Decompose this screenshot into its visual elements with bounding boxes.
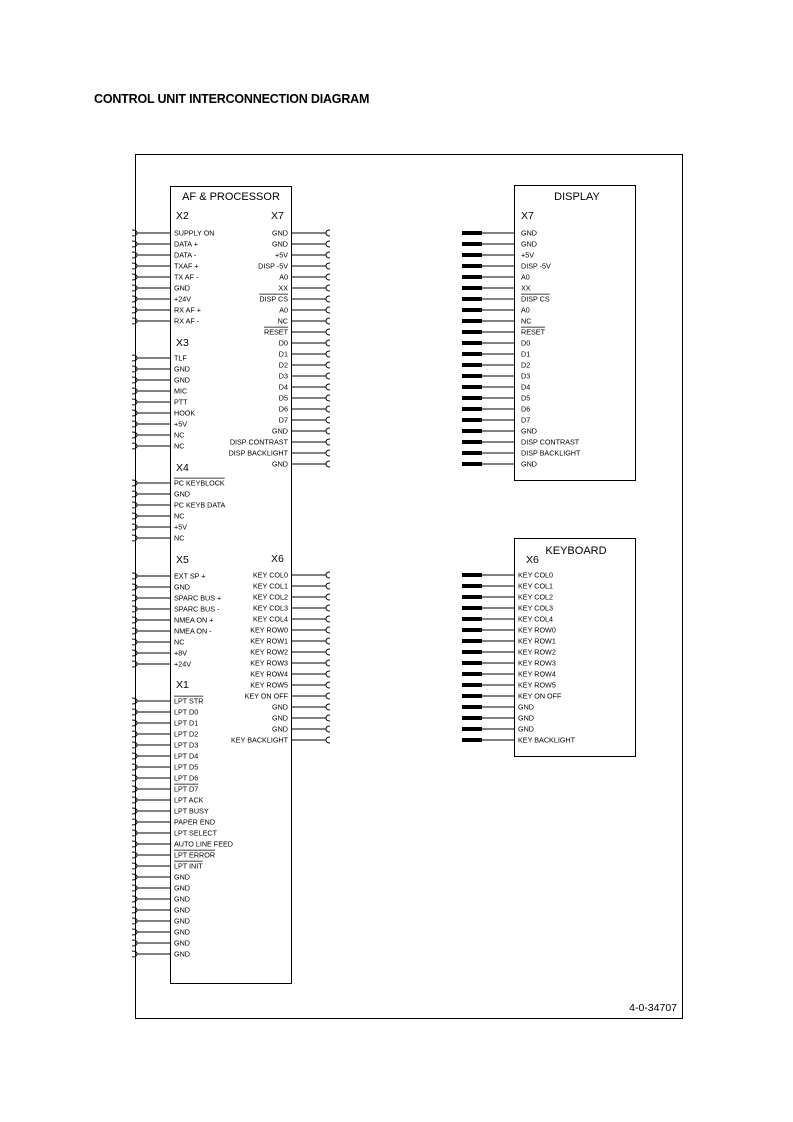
socket-icon <box>132 410 137 416</box>
display-pin-label-d6: D6 <box>521 404 531 414</box>
socket-icon <box>132 797 137 803</box>
socket-icon <box>132 617 137 623</box>
socket-icon <box>326 682 330 688</box>
socket-icon <box>326 638 330 644</box>
keyboard-pin-label-gnd: GND <box>518 724 534 734</box>
pin-label-x6-gnd-out: GND <box>272 702 288 712</box>
pin-label-x7-reset-out: RESET <box>264 327 288 337</box>
socket-icon <box>326 373 330 379</box>
socket-icon <box>132 366 137 372</box>
display-pin-label-d5: D5 <box>521 393 531 403</box>
pin-label-x3-5v: +5V <box>174 419 187 429</box>
socket-icon <box>326 583 330 589</box>
socket-icon <box>132 318 137 324</box>
connector-label-x4: X4 <box>176 462 189 474</box>
socket-icon <box>326 616 330 622</box>
pin-label-x3-mic: MIC <box>174 386 188 396</box>
socket-icon <box>132 764 137 770</box>
socket-icon <box>132 274 137 280</box>
pin-label-x2-rx-af: RX AF + <box>174 305 201 315</box>
display-pin-label-gnd: GND <box>521 459 537 469</box>
socket-icon <box>132 491 137 497</box>
pin-label-x6-key-backlight-out: KEY BACKLIGHT <box>231 735 288 745</box>
socket-icon <box>132 775 137 781</box>
keyboard-pin-label-gnd: GND <box>518 713 534 723</box>
socket-icon <box>132 918 137 924</box>
socket-icon <box>132 885 137 891</box>
pin-label-x1-gnd: GND <box>174 949 190 959</box>
pin-label-x6-key-on-off-out: KEY ON OFF <box>244 691 288 701</box>
display-pin-label-d2: D2 <box>521 360 531 370</box>
keyboard-pin-label-key-backlight: KEY BACKLIGHT <box>518 735 575 745</box>
keyboard-pin-label-key-col3: KEY COL3 <box>518 603 554 613</box>
keyboard-pin-label-key-on-off: KEY ON OFF <box>518 691 562 701</box>
pin-label-x1-lpt-error: LPT ERROR <box>174 850 216 860</box>
pin-label-x7-d6-out: D6 <box>278 404 288 414</box>
pin-label-x6-key-row5-out: KEY ROW5 <box>250 680 288 690</box>
socket-icon <box>132 639 137 645</box>
socket-icon <box>132 241 137 247</box>
socket-icon <box>326 715 330 721</box>
pin-label-x6-key-col2-out: KEY COL2 <box>252 592 288 602</box>
af-processor-left-connectors <box>132 210 233 959</box>
pin-label-x6-key-row3-out: KEY ROW3 <box>250 658 288 668</box>
pin-label-x7-a0-out: A0 <box>279 305 288 315</box>
socket-icon <box>326 704 330 710</box>
pin-label-x1-gnd: GND <box>174 883 190 893</box>
display-pin-label-reset: RESET <box>521 327 545 337</box>
pin-label-x6-key-col1-out: KEY COL1 <box>252 581 288 591</box>
pin-label-x1-lpt-d7: LPT D7 <box>174 784 199 794</box>
display-pin-label-xx: XX <box>521 283 531 293</box>
display-pin-label-gnd: GND <box>521 239 537 249</box>
pin-label-x1-lpt-d4: LPT D4 <box>174 751 199 761</box>
pin-label-x6-key-row4-out: KEY ROW4 <box>250 669 288 679</box>
pin-label-x1-gnd: GND <box>174 938 190 948</box>
socket-icon <box>326 362 330 368</box>
drawing-frame <box>136 155 683 1019</box>
socket-icon <box>132 951 137 957</box>
socket-icon <box>326 627 330 633</box>
pin-label-x4-pc-keyblock: PC KEYBLOCK <box>174 478 225 488</box>
pin-label-x7-disp-cs-out: DISP CS <box>259 294 288 304</box>
pin-label-x7-d3-out: D3 <box>278 371 288 381</box>
socket-icon <box>132 421 137 427</box>
socket-icon <box>132 355 137 361</box>
pin-label-x5-gnd: GND <box>174 582 190 592</box>
keyboard-pin-label-key-col4: KEY COL4 <box>518 614 554 624</box>
connector-label-x2: X2 <box>176 210 189 222</box>
socket-icon <box>326 605 330 611</box>
socket-icon <box>326 671 330 677</box>
pin-label-x3-gnd: GND <box>174 375 190 385</box>
socket-icon <box>132 252 137 258</box>
connector-label-x5: X5 <box>176 554 189 566</box>
pin-label-x7-d2-out: D2 <box>278 360 288 370</box>
socket-icon <box>326 230 330 236</box>
socket-icon <box>326 274 330 280</box>
keyboard-pins <box>462 571 576 745</box>
socket-icon <box>132 940 137 946</box>
socket-icon <box>132 852 137 858</box>
socket-icon <box>132 573 137 579</box>
socket-icon <box>326 450 330 456</box>
pin-label-x5-sparc-bus: SPARC BUS - <box>174 604 220 614</box>
socket-icon <box>132 535 137 541</box>
socket-icon <box>132 388 137 394</box>
socket-icon <box>326 252 330 258</box>
socket-icon <box>326 318 330 324</box>
socket-icon <box>132 720 137 726</box>
keyboard-pin-label-key-row3: KEY ROW3 <box>518 658 556 668</box>
socket-icon <box>132 230 137 236</box>
connector-x5-left <box>132 554 221 669</box>
pin-label-x7-disp-contrast-out: DISP CONTRAST <box>229 437 288 447</box>
page-title: CONTROL UNIT INTERCONNECTION DIAGRAM <box>94 92 370 106</box>
keyboard-connector-label: X6 <box>526 554 539 566</box>
socket-icon <box>132 285 137 291</box>
af-processor-title: AF & PROCESSOR <box>182 191 280 203</box>
socket-icon <box>132 480 137 486</box>
socket-icon <box>326 263 330 269</box>
pin-label-x5-24v: +24V <box>174 659 191 669</box>
keyboard-pin-label-key-row1: KEY ROW1 <box>518 636 556 646</box>
pin-label-x5-8v: +8V <box>174 648 187 658</box>
pin-label-x7-disp-5v-out: DISP -5V <box>258 261 288 271</box>
connector-x6-right <box>231 553 330 745</box>
socket-icon <box>132 399 137 405</box>
pin-label-x1-lpt-str: LPT STR <box>174 696 204 706</box>
pin-label-x7-xx-out: XX <box>278 283 288 293</box>
socket-icon <box>132 907 137 913</box>
pin-label-x1-lpt-select: LPT SELECT <box>174 828 218 838</box>
socket-icon <box>132 502 137 508</box>
socket-icon <box>326 285 330 291</box>
pin-label-x2-txaf: TXAF + <box>174 261 199 271</box>
socket-icon <box>132 808 137 814</box>
socket-icon <box>132 443 137 449</box>
socket-icon <box>326 461 330 467</box>
pin-label-x7-gnd-out: GND <box>272 239 288 249</box>
socket-icon <box>132 830 137 836</box>
display-pin-label-disp-5v: DISP -5V <box>521 261 551 271</box>
pin-label-x2-data: DATA + <box>174 239 198 249</box>
pin-label-x7-gnd-out: GND <box>272 426 288 436</box>
pin-label-x7-5v-out: +5V <box>275 250 288 260</box>
pin-label-x5-sparc-bus: SPARC BUS + <box>174 593 222 603</box>
pin-label-x4-pc-keyb-data: PC KEYB DATA <box>174 500 226 510</box>
pin-label-x7-gnd-out: GND <box>272 228 288 238</box>
connector-x7-right <box>229 210 330 469</box>
pin-label-x1-gnd: GND <box>174 894 190 904</box>
socket-icon <box>326 649 330 655</box>
pin-label-x1-gnd: GND <box>174 905 190 915</box>
display-pin-label-a0: A0 <box>521 305 530 315</box>
display-pins <box>462 229 581 469</box>
pin-label-x4-gnd: GND <box>174 489 190 499</box>
pin-label-x4-nc: NC <box>174 511 185 521</box>
display-pin-label-d4: D4 <box>521 382 531 392</box>
pin-label-x2-data: DATA - <box>174 250 197 260</box>
socket-icon <box>326 307 330 313</box>
pin-label-x7-disp-backlight-out: DISP BACKLIGHT <box>228 448 288 458</box>
pin-label-x1-lpt-d3: LPT D3 <box>174 740 199 750</box>
pin-label-x6-key-col0-out: KEY COL0 <box>252 570 288 580</box>
keyboard-title: KEYBOARD <box>545 545 607 557</box>
pin-label-x4-nc: NC <box>174 533 185 543</box>
socket-icon <box>326 572 330 578</box>
pin-label-x1-paper-end: PAPER END <box>174 817 216 827</box>
drawing-number: 4-0-34707 <box>629 1002 677 1014</box>
socket-icon <box>132 709 137 715</box>
keyboard-pin-label-key-col2: KEY COL2 <box>518 592 554 602</box>
pin-label-x7-d4-out: D4 <box>278 382 288 392</box>
pin-label-x1-auto-line-feed: AUTO LINE FEED <box>174 839 233 849</box>
socket-icon <box>132 753 137 759</box>
pin-label-x7-nc-out: NC <box>277 316 288 326</box>
socket-icon <box>326 351 330 357</box>
pin-label-x7-a0-out: A0 <box>279 272 288 282</box>
pin-label-x1-gnd: GND <box>174 916 190 926</box>
display-pin-label-gnd: GND <box>521 426 537 436</box>
pin-label-x6-key-row1-out: KEY ROW1 <box>250 636 288 646</box>
pin-label-x7-d7-out: D7 <box>278 415 288 425</box>
keyboard-pin-label-key-row0: KEY ROW0 <box>518 625 556 635</box>
socket-icon <box>326 406 330 412</box>
pin-label-x1-lpt-busy: LPT BUSY <box>174 806 209 816</box>
connector-label-x1: X1 <box>176 679 189 691</box>
pin-label-x5-nmea-on: NMEA ON + <box>174 615 214 625</box>
socket-icon <box>132 731 137 737</box>
af-processor-block <box>132 187 330 984</box>
socket-icon <box>326 726 330 732</box>
socket-icon <box>326 395 330 401</box>
pin-label-x5-nmea-on: NMEA ON - <box>174 626 212 636</box>
pin-label-x2-tx-af: TX AF - <box>174 272 199 282</box>
pin-label-x7-d1-out: D1 <box>278 349 288 359</box>
socket-icon <box>132 742 137 748</box>
display-pin-label-disp-cs: DISP CS <box>521 294 550 304</box>
socket-icon <box>132 377 137 383</box>
pin-label-x1-gnd: GND <box>174 872 190 882</box>
connector-x3-left <box>132 337 195 451</box>
socket-icon <box>326 296 330 302</box>
pin-label-x6-key-row2-out: KEY ROW2 <box>250 647 288 657</box>
pin-label-x2-rx-af: RX AF - <box>174 316 200 326</box>
socket-icon <box>132 874 137 880</box>
pin-label-x1-lpt-d6: LPT D6 <box>174 773 199 783</box>
socket-icon <box>132 584 137 590</box>
pin-label-x3-ptt: PTT <box>174 397 188 407</box>
pin-label-x1-lpt-ack: LPT ACK <box>174 795 204 805</box>
pin-label-x4-5v: +5V <box>174 522 187 532</box>
socket-icon <box>132 432 137 438</box>
socket-icon <box>132 595 137 601</box>
display-title: DISPLAY <box>554 191 600 203</box>
connector-label-x6-right: X6 <box>271 553 284 565</box>
keyboard-pin-label-key-row4: KEY ROW4 <box>518 669 556 679</box>
pin-label-x1-lpt-d0: LPT D0 <box>174 707 199 717</box>
pin-label-x3-nc: NC <box>174 430 185 440</box>
connector-x1-left <box>132 679 233 959</box>
pin-label-x1-lpt-d5: LPT D5 <box>174 762 199 772</box>
display-pin-label-d7: D7 <box>521 415 531 425</box>
socket-icon <box>132 628 137 634</box>
socket-icon <box>132 896 137 902</box>
pin-label-x6-gnd-out: GND <box>272 724 288 734</box>
socket-icon <box>326 241 330 247</box>
pin-label-x2-gnd: GND <box>174 283 190 293</box>
display-pin-label-nc: NC <box>521 316 532 326</box>
socket-icon <box>132 524 137 530</box>
socket-icon <box>326 439 330 445</box>
display-block <box>462 186 636 481</box>
keyboard-pin-label-gnd: GND <box>518 702 534 712</box>
pin-label-x7-d5-out: D5 <box>278 393 288 403</box>
af-processor-right-connectors <box>229 210 330 745</box>
socket-icon <box>132 513 137 519</box>
connector-label-x3: X3 <box>176 337 189 349</box>
pin-label-x7-gnd-out: GND <box>272 459 288 469</box>
connector-x2-left <box>132 210 214 326</box>
socket-icon <box>326 737 330 743</box>
pin-label-x3-gnd: GND <box>174 364 190 374</box>
pin-label-x6-gnd-out: GND <box>272 713 288 723</box>
display-connector-label: X7 <box>521 210 534 222</box>
pin-label-x3-nc: NC <box>174 441 185 451</box>
pin-label-x3-hook: HOOK <box>174 408 196 418</box>
socket-icon <box>326 428 330 434</box>
socket-icon <box>326 693 330 699</box>
display-pin-label-a0: A0 <box>521 272 530 282</box>
socket-icon <box>132 661 137 667</box>
display-pin-label-d1: D1 <box>521 349 531 359</box>
socket-icon <box>132 263 137 269</box>
pin-label-x5-ext-sp: EXT SP + <box>174 571 206 581</box>
pin-label-x1-gnd: GND <box>174 927 190 937</box>
pin-label-x7-d0-out: D0 <box>278 338 288 348</box>
connector-label-x7-right: X7 <box>271 210 284 222</box>
pin-label-x1-lpt-d1: LPT D1 <box>174 718 199 728</box>
display-pin-label-gnd: GND <box>521 228 537 238</box>
socket-icon <box>326 417 330 423</box>
socket-icon <box>326 384 330 390</box>
socket-icon <box>132 863 137 869</box>
socket-icon <box>326 660 330 666</box>
socket-icon <box>132 650 137 656</box>
socket-icon <box>132 606 137 612</box>
display-pin-label-disp-contrast: DISP CONTRAST <box>521 437 580 447</box>
pin-label-x6-key-row0-out: KEY ROW0 <box>250 625 288 635</box>
pin-label-x6-key-col3-out: KEY COL3 <box>252 603 288 613</box>
keyboard-block <box>462 539 636 757</box>
socket-icon <box>132 698 137 704</box>
pin-label-x1-lpt-init: LPT INIT <box>174 861 203 871</box>
keyboard-pin-label-key-row5: KEY ROW5 <box>518 680 556 690</box>
pin-label-x1-lpt-d2: LPT D2 <box>174 729 199 739</box>
pin-label-x5-nc: NC <box>174 637 185 647</box>
connector-x4-left <box>132 462 225 543</box>
socket-icon <box>132 307 137 313</box>
pin-label-x2-24v: +24V <box>174 294 191 304</box>
socket-icon <box>132 296 137 302</box>
display-pin-label-d0: D0 <box>521 338 531 348</box>
display-pin-label-disp-backlight: DISP BACKLIGHT <box>521 448 581 458</box>
display-pin-label-d3: D3 <box>521 371 531 381</box>
display-pin-label-5v: +5V <box>521 250 534 260</box>
pin-label-x6-key-col4-out: KEY COL4 <box>252 614 288 624</box>
socket-icon <box>326 594 330 600</box>
socket-icon <box>326 329 330 335</box>
socket-icon <box>132 819 137 825</box>
keyboard-pin-label-key-row2: KEY ROW2 <box>518 647 556 657</box>
keyboard-pin-label-key-col1: KEY COL1 <box>518 581 554 591</box>
socket-icon <box>326 340 330 346</box>
socket-icon <box>132 786 137 792</box>
pin-label-x2-supply-on: SUPPLY ON <box>174 228 215 238</box>
pin-label-x3-tlf: TLF <box>174 353 187 363</box>
socket-icon <box>132 929 137 935</box>
socket-icon <box>132 841 137 847</box>
keyboard-pin-label-key-col0: KEY COL0 <box>518 570 554 580</box>
